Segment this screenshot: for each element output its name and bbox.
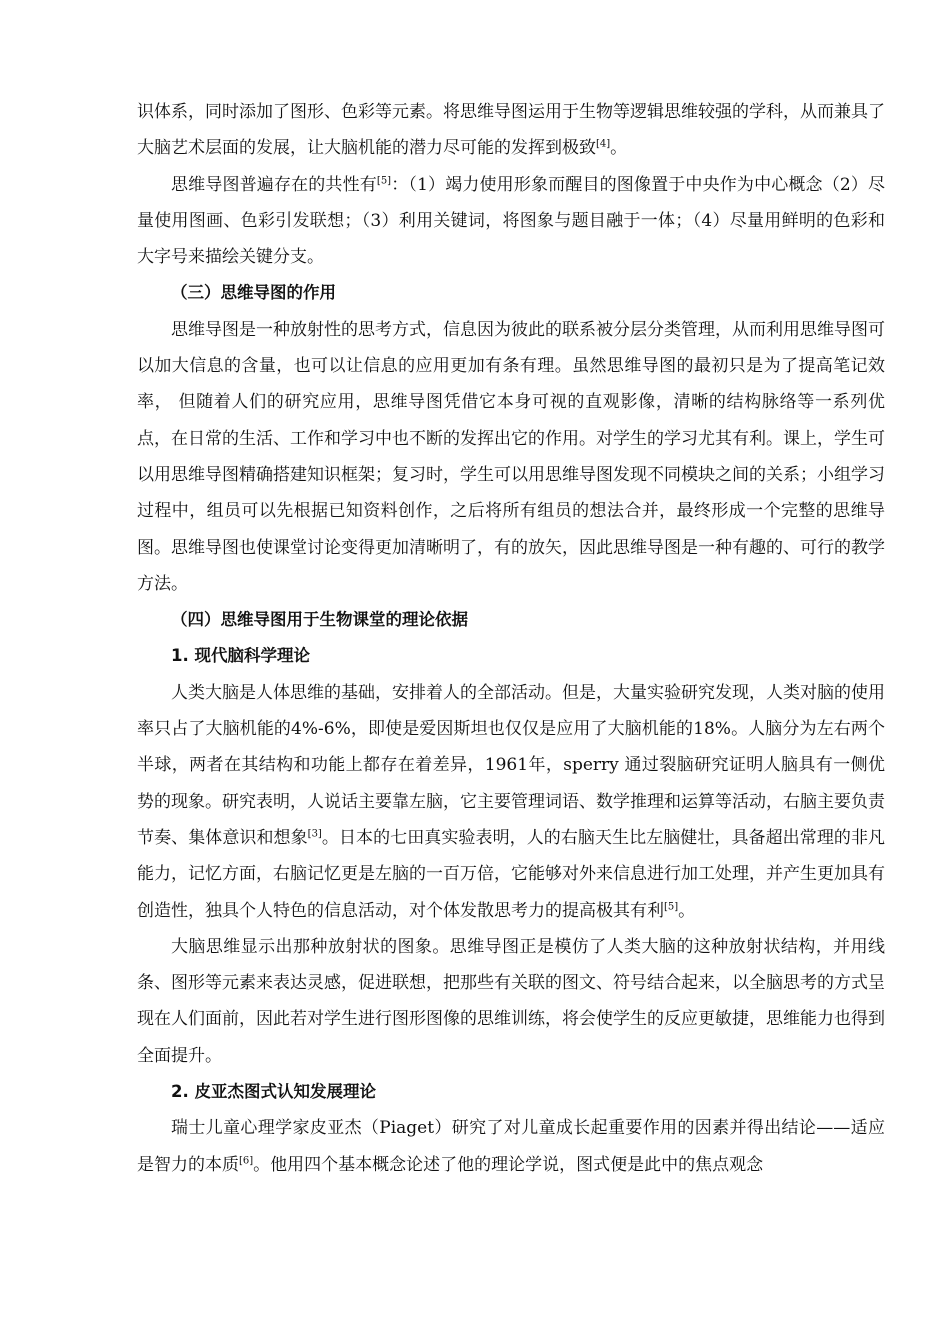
paragraph-radial-thinking: 大脑思维显示出那种放射状的图象。思维导图正是模仿了人类大脑的这种放射状结构，并用线条、图形等元素来表达灵感，促进联想，把那些有关联的图文、符号结合起来，以全脑思考的方式呈现在人们面前，因此若对学生进行图形图像的思维训练，将会使学生的反应更敏捷，思维能力也得到全面提升。 — [137, 936, 885, 1066]
section-heading-4: （四）思维导图用于生物课堂的理论依据 — [171, 610, 468, 630]
subsection-heading-1: 1. 现代脑科学理论 — [171, 646, 310, 666]
paragraph-brain-science: 人类大脑是人体思维的基础，安排着人的全部活动。但是，大量实验研究发现，人类对脑的使用率只占了大脑机能的4%-6%，即使是爱因斯坦也仅仅是应用了大脑机能的18%。人脑分为左右两个半球，两者在其结构和功能上都存在着差异，1961年，sperry 通过裂脑研究证明人脑具有一侧优势的现象。研究表明，人说话主要靠左脑，它主要管理词语、数学推理和运算等活动，右脑主要负责节奏、集体意识和想象[3]。日本的七田真实验表明，人的右脑天生比左脑健壮，具备超出常理的非凡能力，记忆方面，右脑记忆更是左脑的一百万倍，它能够对外来信息进行加工处理，并产生更加具有创造性，独具个人特色的信息活动，对个体发散思考力的提高极其有利[5]。 — [137, 682, 886, 921]
citation-ref: [6] — [239, 1154, 254, 1166]
section-heading-3: （三）思维导图的作用 — [171, 283, 336, 303]
citation-ref: [3] — [307, 828, 322, 840]
paragraph-function: 思维导图是一种放射性的思考方式，信息因为彼此的联系被分层分类管理，从而利用思维导图可以加大信息的含量，也可以让信息的应用更加有条有理。虽然思维导图的最初只是为了提高笔记效率， 但随着人们的研究应用，思维导图凭借它本身可视的直观影像，清晰的结构脉络等一系列优点，在日常的生活、工作和学习中也不断的发挥出它的作用。对学生的学习尤其有利。课上，学生可以用思维导图精确搭建知识框架；复习时，学生可以用思维导图发现不同模块之间的关系；小组学习过程中，组员可以先根据已知资料创作，之后将所有组员的想法合并，最终形成一个完整的思维导图。思维导图也使课堂讨论变得更加清晰明了，有的放矢，因此思维导图是一种有趣的、可行的教学方法。 — [137, 319, 885, 594]
paragraph-piaget: 瑞士儿童心理学家皮亚杰（Piaget）研究了对儿童成长起重要作用的因素并得出结论——适应是智力的本质[6]。他用四个基本概念论述了他的理论学说，图式便是此中的焦点观念 — [137, 1118, 885, 1175]
paragraph-commonalities: 思维导图普遍存在的共性有[5]：（1）竭力使用形象而醒目的图像置于中央作为中心概念（2）尽量使用图画、色彩引发联想；（3）利用关键词，将图象与题目融于一体；（4）尽量用鲜明的色彩和大字号来描绘关键分支。 — [137, 174, 886, 268]
citation-ref: [5] — [376, 174, 392, 186]
paragraph-intro: 识体系，同时添加了图形、色彩等元素。将思维导图运用于生物等逻辑思维较强的学科，从而兼具了大脑艺术层面的发展，让大脑机能的潜力尽可能的发挥到极致[4]。 — [137, 102, 885, 159]
subsection-heading-2: 2. 皮亚杰图式认知发展理论 — [171, 1082, 376, 1102]
citation-ref: [5] — [664, 900, 679, 912]
citation-ref: [4] — [596, 138, 611, 150]
document-page — [137, 94, 885, 1183]
